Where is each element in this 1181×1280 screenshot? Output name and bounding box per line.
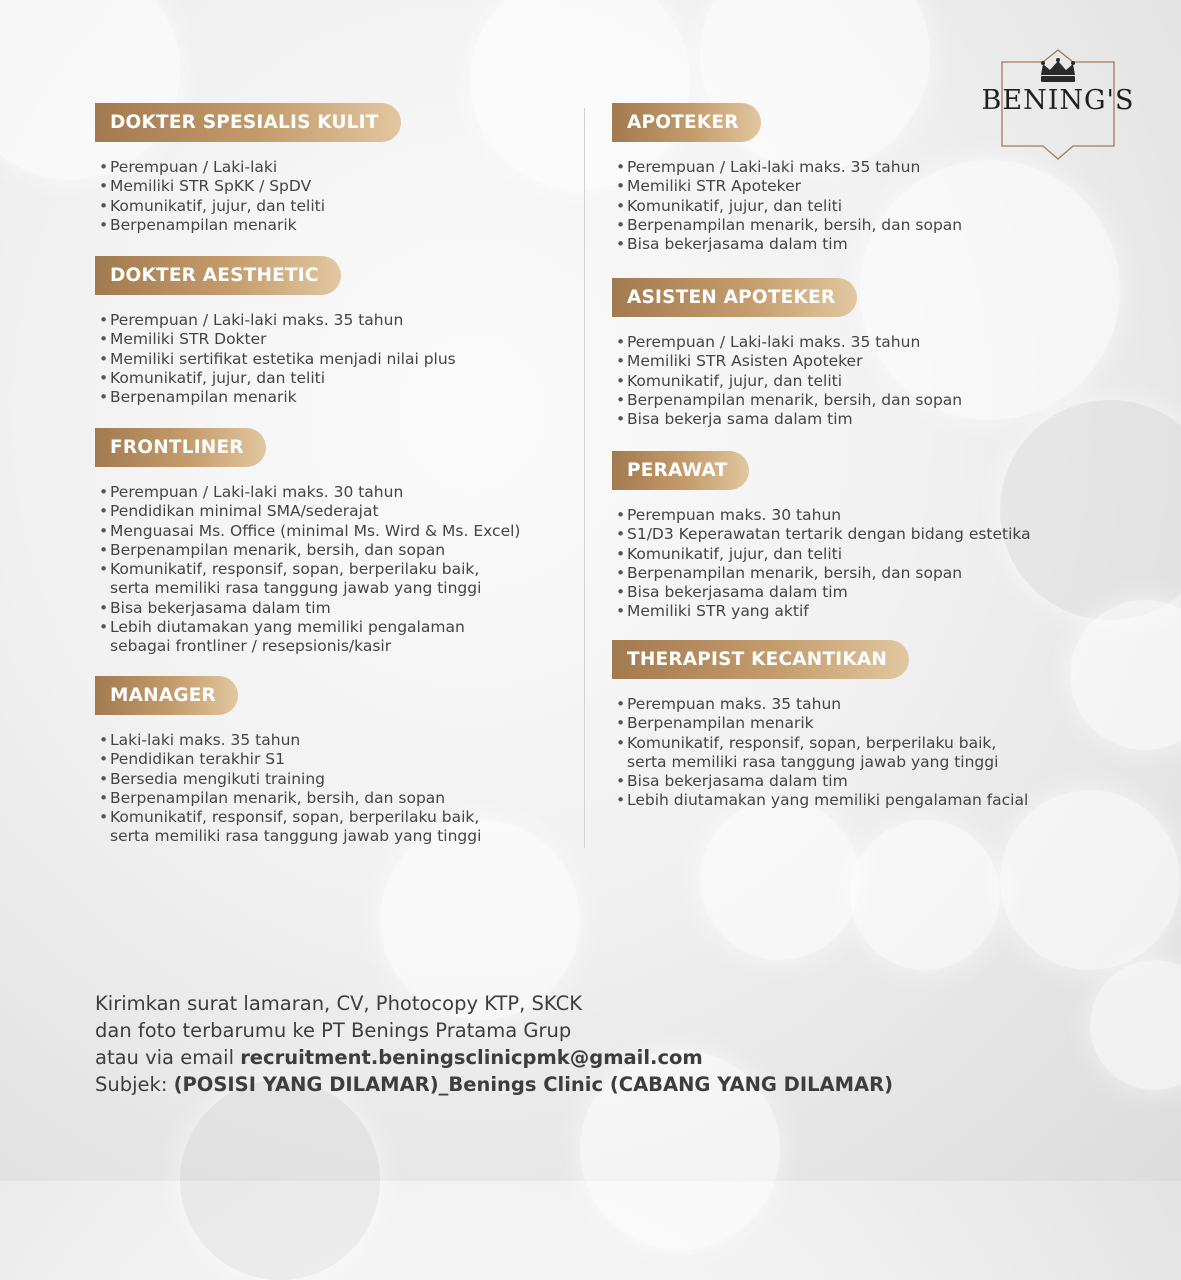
benings-logo <box>972 48 1144 162</box>
list-item: • Berpenampilan menarik, bersih, dan sopan <box>612 564 1031 583</box>
job-title: MANAGER <box>95 676 238 715</box>
list-item: • Berpenampilan menarik, bersih, dan sopan <box>95 541 520 560</box>
list-item-continuation: serta memiliki rasa tanggung jawab yang tinggi <box>110 827 482 846</box>
list-item: • Memiliki STR Asisten Apoteker <box>612 352 962 371</box>
list-item: • Berpenampilan menarik, bersih, dan sopan <box>612 216 962 235</box>
bokeh-circle <box>700 800 860 960</box>
list-item: • Perempuan / Laki-laki maks. 30 tahun <box>95 483 520 502</box>
email-address[interactable]: recruitment.beningsclinicpmk@gmail.com <box>240 1046 703 1069</box>
instruction-line: Kirimkan surat lamaran, CV, Photocopy KTP, SKCK <box>95 992 583 1015</box>
bokeh-circle <box>180 1080 380 1280</box>
list-item: • Komunikatif, jujur, dan teliti <box>612 545 1031 564</box>
requirements-list <box>95 158 401 235</box>
requirements-list <box>95 311 456 407</box>
requirements-list <box>612 158 962 254</box>
column-divider <box>584 108 585 848</box>
bokeh-circle <box>1000 790 1180 970</box>
list-item: • Pendidikan terakhir S1 <box>95 750 481 769</box>
list-item: • Komunikatif, jujur, dan teliti <box>612 372 962 391</box>
list-item: • Komunikatif, responsif, sopan, berperilaku baik, <box>95 560 520 579</box>
job-title: FRONTLINER <box>95 428 266 467</box>
list-item: • Perempuan / Laki-laki maks. 35 tahun <box>612 158 962 177</box>
list-item: • Berpenampilan menarik <box>95 388 456 407</box>
requirements-list <box>612 506 1031 622</box>
job-section-asisten-apoteker <box>612 278 962 429</box>
list-item: • Perempuan / Laki-laki maks. 35 tahun <box>612 333 962 352</box>
list-item: • Lebih diutamakan yang memiliki pengalaman facial <box>612 791 1028 810</box>
email-subject: (POSISI YANG DILAMAR)_Benings Clinic (CABANG YANG DILAMAR) <box>173 1073 894 1096</box>
list-item: • Memiliki STR yang aktif <box>612 602 1031 621</box>
job-title: THERAPIST KECANTIKAN <box>612 640 909 679</box>
list-item: • Berpenampilan menarik, bersih, dan sopan <box>95 789 481 808</box>
job-section-manager <box>95 676 481 847</box>
list-item: • Komunikatif, responsif, sopan, berperilaku baik, <box>612 734 1028 753</box>
list-item: • Berpenampilan menarik <box>612 714 1028 733</box>
list-item-continuation: serta memiliki rasa tanggung jawab yang tinggi <box>627 752 999 771</box>
list-item: • Perempuan / Laki-laki <box>95 158 401 177</box>
bokeh-circle <box>1090 960 1181 1090</box>
list-item: • Bisa bekerjasama dalam tim <box>612 583 1031 602</box>
list-item: • Komunikatif, jujur, dan teliti <box>95 369 456 388</box>
job-title: ASISTEN APOTEKER <box>612 278 857 317</box>
list-item: • Perempuan maks. 35 tahun <box>612 695 1028 714</box>
application-instructions <box>95 990 893 1098</box>
requirements-list <box>95 731 481 847</box>
list-item: • Memiliki sertifikat estetika menjadi nilai plus <box>95 350 456 369</box>
list-item: • Menguasai Ms. Office (minimal Ms. Wird & Ms. Excel) <box>95 522 520 541</box>
list-item: • Bisa bekerjasama dalam tim <box>95 599 520 618</box>
instruction-line: dan foto terbarumu ke PT Benings Pratama Grup <box>95 1019 572 1042</box>
job-title: DOKTER SPESIALIS KULIT <box>95 103 401 142</box>
job-title: DOKTER AESTHETIC <box>95 256 341 295</box>
list-item: • Berpenampilan menarik <box>95 216 401 235</box>
logo-text: BENING'S <box>981 85 1135 116</box>
requirements-list <box>95 483 520 657</box>
requirements-list <box>612 695 1028 811</box>
list-item: • Komunikatif, jujur, dan teliti <box>612 197 962 216</box>
bokeh-circle <box>1070 600 1181 750</box>
instruction-line <box>95 1044 893 1071</box>
job-section-therapist-kecantikan <box>612 640 1028 811</box>
job-section-perawat <box>612 451 1031 622</box>
list-item: • Memiliki STR SpKK / SpDV <box>95 177 401 196</box>
list-item-continuation: serta memiliki rasa tanggung jawab yang tinggi <box>110 579 482 598</box>
job-section-dokter-spesialis-kulit <box>95 103 401 235</box>
job-title: APOTEKER <box>612 103 761 142</box>
list-item: • Komunikatif, responsif, sopan, berperilaku baik, <box>95 808 481 827</box>
list-item: • Lebih diutamakan yang memiliki pengalaman <box>95 618 520 637</box>
requirements-list <box>612 333 962 429</box>
email-prefix: atau via email <box>95 1046 241 1069</box>
list-item: • Bisa bekerjasama dalam tim <box>612 235 962 254</box>
list-item: • Memiliki STR Dokter <box>95 330 456 349</box>
bokeh-circle <box>850 820 1000 970</box>
list-item: • Memiliki STR Apoteker <box>612 177 962 196</box>
crown-icon <box>1041 58 1075 82</box>
list-item: • Bersedia mengikuti training <box>95 770 481 789</box>
list-item: • Perempuan maks. 30 tahun <box>612 506 1031 525</box>
list-item: • Komunikatif, jujur, dan teliti <box>95 197 401 216</box>
list-item: • S1/D3 Keperawatan tertarik dengan bidang estetika <box>612 525 1031 544</box>
subject-prefix: Subjek: <box>95 1073 174 1096</box>
list-item: • Bisa bekerja sama dalam tim <box>612 410 962 429</box>
list-item-continuation: sebagai frontliner / resepsionis/kasir <box>110 637 392 656</box>
list-item: • Bisa bekerjasama dalam tim <box>612 772 1028 791</box>
job-section-apoteker <box>612 103 962 254</box>
list-item: • Berpenampilan menarik, bersih, dan sopan <box>612 391 962 410</box>
list-item: • Pendidikan minimal SMA/sederajat <box>95 502 520 521</box>
job-section-frontliner <box>95 428 520 657</box>
list-item: • Perempuan / Laki-laki maks. 35 tahun <box>95 311 456 330</box>
job-title: PERAWAT <box>612 451 749 490</box>
instruction-line <box>95 1071 893 1098</box>
list-item: • Laki-laki maks. 35 tahun <box>95 731 481 750</box>
job-section-dokter-aesthetic <box>95 256 456 407</box>
